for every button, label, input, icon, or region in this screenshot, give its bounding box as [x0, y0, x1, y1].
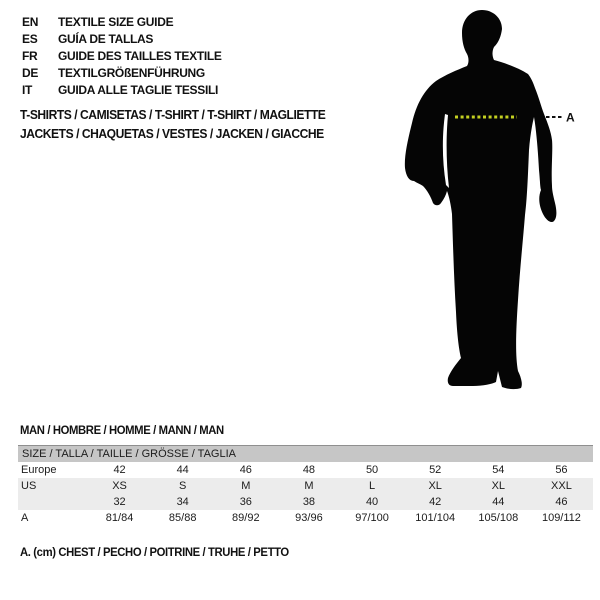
table-row-us: [18, 478, 593, 494]
size-table-header: SIZE / TALLA / TAILLE / GRÖSSE / TAGLIA: [18, 446, 593, 462]
language-title: TEXTILGRÖßENFÜHRUNG: [58, 66, 205, 80]
category-tshirts: T-SHIRTS / CAMISETAS / T-SHIRT / T-SHIRT / MAGLIETTE: [20, 107, 326, 122]
language-code: EN: [22, 15, 39, 29]
language-title: TEXTILE SIZE GUIDE: [58, 15, 174, 29]
table-cell: 32: [113, 496, 126, 508]
table-cell: 34: [176, 496, 189, 508]
table-cell: 109/112: [541, 512, 581, 524]
table-cell: 85/88: [168, 512, 197, 524]
table-cell: XL: [491, 480, 506, 492]
table-cell: 50: [365, 464, 379, 476]
table-cell: 89/92: [232, 512, 260, 524]
row-label: US: [21, 480, 37, 492]
table-cell: 40: [365, 496, 379, 508]
language-code: ES: [22, 32, 38, 46]
language-row-it: [22, 82, 222, 99]
table-cell: 44: [492, 496, 505, 508]
measure-footnote: A. (cm) CHEST / PECHO / POITRINE / TRUHE / PETTO: [20, 545, 289, 559]
language-title: GUIDA ALLE TAGLIE TESSILI: [58, 83, 219, 97]
man-silhouette-figure: [395, 0, 600, 410]
table-cell: 42: [429, 496, 442, 508]
table-row-chest-a: [18, 510, 593, 527]
table-cell: 48: [302, 464, 316, 476]
table-cell: XXL: [551, 480, 572, 492]
table-cell: 38: [302, 496, 316, 508]
language-row-en: [22, 14, 222, 31]
language-code: IT: [22, 83, 33, 97]
table-cell: M: [304, 480, 314, 492]
size-figure: [395, 0, 600, 410]
measure-label-a: A: [566, 110, 575, 125]
table-cell: 46: [555, 496, 568, 508]
table-cell: 101/104: [415, 512, 456, 524]
size-table: [18, 445, 593, 527]
language-code: FR: [22, 49, 38, 63]
table-cell: 52: [429, 464, 442, 476]
table-cell: 56: [555, 464, 568, 476]
language-row-de: [22, 65, 222, 82]
man-silhouette: [405, 10, 557, 389]
table-cell: 97/100: [355, 512, 389, 524]
language-list: [22, 14, 222, 99]
table-cell: 54: [492, 464, 505, 476]
row-label: Europe: [21, 464, 57, 476]
row-label: [18, 494, 88, 510]
table-cell: 81/84: [105, 512, 134, 524]
table-cell: L: [369, 480, 376, 492]
language-title: GUIDE DES TAILLES TEXTILE: [58, 49, 222, 63]
table-cell: 42: [113, 464, 126, 476]
category-jackets: JACKETS / CHAQUETAS / VESTES / JACKEN / GIACCHE: [20, 125, 324, 141]
section-title-man: MAN / HOMBRE / HOMME / MANN / MAN: [20, 423, 224, 437]
language-code: DE: [22, 66, 39, 80]
row-label: A: [21, 512, 29, 524]
table-cell: XL: [428, 480, 442, 492]
table-cell: 105/108: [478, 512, 519, 524]
table-cell: 46: [239, 464, 252, 476]
table-cell: 44: [176, 464, 189, 476]
language-title: GUÍA DE TALLAS: [58, 32, 154, 46]
table-cell: M: [241, 480, 251, 492]
table-cell: S: [179, 480, 187, 492]
language-row-fr: [22, 48, 222, 65]
table-cell: XS: [112, 480, 127, 492]
table-row-europe: [18, 462, 593, 478]
garment-categories: [20, 106, 348, 143]
table-row-us-numeric: [18, 494, 593, 510]
table-cell: 36: [239, 496, 252, 508]
language-row-es: [22, 31, 222, 48]
table-cell: 93/96: [295, 512, 323, 524]
